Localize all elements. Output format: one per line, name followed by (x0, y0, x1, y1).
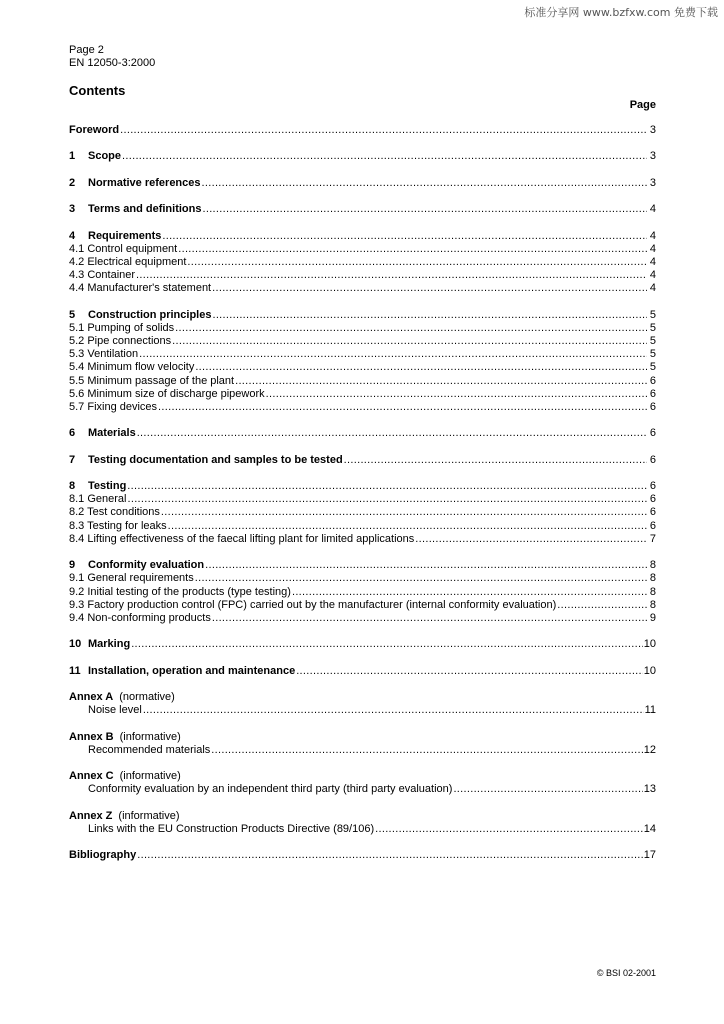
toc-entry-number: 7 (69, 453, 76, 466)
toc-entry-page: 5 (649, 348, 656, 361)
annex-entry-label: Recommended materials (88, 743, 211, 756)
toc-entry-label: Foreword (69, 124, 120, 136)
annex-title: Annex C (69, 770, 114, 783)
toc-entry-number: 6 (69, 427, 76, 440)
toc-entry-number: 10 (69, 638, 82, 651)
toc-entry-label: 9.2 Initial testing of the products (type testing) (69, 585, 291, 598)
dot-leader (195, 572, 647, 585)
toc-entry-label: 4.1 Control equipment (69, 242, 178, 255)
toc-entry[interactable] (69, 309, 656, 322)
toc-entry-page: 5 (649, 321, 656, 334)
toc-entry-number: 8 (69, 480, 76, 493)
toc-entry-label: 8.2 Test conditions (69, 506, 160, 519)
toc-entry-label: 5.4 Minimum flow velocity (69, 361, 195, 374)
toc-entry-number: 2 (69, 176, 76, 189)
toc-entry-page: 4 (649, 203, 656, 216)
toc-entry-label: 5.7 Fixing devices (69, 400, 158, 413)
dot-leader (178, 243, 647, 256)
copyright-footer: © BSI 02-2001 (596, 968, 656, 978)
toc-entry[interactable] (69, 203, 656, 216)
dot-leader (557, 599, 647, 612)
toc-entry-label: Conformity evaluation (88, 559, 205, 572)
toc-entry[interactable] (69, 243, 656, 256)
toc-entry-label: Testing (88, 480, 127, 493)
toc-entry[interactable] (69, 599, 656, 612)
toc-entry-label: Requirements (88, 229, 162, 242)
toc-entry-page: 6 (649, 519, 656, 532)
dot-leader (292, 586, 647, 599)
annex-entry[interactable] (69, 704, 656, 717)
toc-entry-page: 5 (649, 335, 656, 347)
toc-entry[interactable] (69, 361, 656, 374)
dot-leader (172, 335, 647, 348)
toc-entry-number: 5 (69, 308, 76, 321)
toc-entry[interactable] (69, 493, 656, 506)
dot-leader (136, 269, 647, 282)
toc-entry[interactable] (69, 269, 656, 282)
dot-leader (266, 388, 647, 401)
toc-entry-page: 6 (649, 400, 656, 413)
toc-entry-page: 8 (649, 572, 656, 585)
toc-entry-page: 4 (649, 282, 656, 295)
toc-entry-label: 5.5 Minimum passage of the plant (69, 374, 235, 387)
toc-entry-label: Scope (88, 150, 122, 163)
toc-entry-page: 6 (649, 506, 656, 519)
dot-leader (187, 256, 647, 269)
dot-leader (127, 480, 647, 493)
toc-entry-page: 7 (649, 532, 656, 545)
dot-leader (131, 638, 643, 651)
toc-entry-page: 4 (649, 269, 656, 282)
dot-leader (211, 744, 642, 757)
dot-leader (143, 704, 644, 717)
toc-entry-page: 9 (649, 611, 656, 624)
annex-entry-label: Conformity evaluation by an independent third party (third party evaluation) (88, 783, 453, 796)
toc-entry-page: 4 (649, 242, 656, 255)
dot-leader (175, 322, 647, 335)
dot-leader (212, 309, 647, 322)
toc-entry-label: Construction principles (88, 308, 212, 321)
dot-leader (296, 665, 643, 678)
toc-entry-label: Normative references (88, 176, 201, 189)
toc-entry-page: 8 (649, 585, 656, 598)
toc-entry-page: 6 (649, 480, 656, 493)
toc-entry[interactable] (69, 612, 656, 625)
toc-entry-label: Testing documentation and samples to be tested (88, 453, 343, 466)
annex-title: Annex B (69, 730, 114, 743)
dot-leader (202, 177, 647, 190)
toc-entry-label: Marking (88, 638, 131, 651)
dot-leader (212, 282, 647, 295)
toc-entry[interactable] (69, 559, 656, 572)
toc-entry[interactable] (69, 480, 656, 493)
annex-heading (69, 810, 656, 823)
toc-entry-label: 8.3 Testing for leaks (69, 519, 167, 532)
annex-type: (normative) (119, 691, 175, 704)
toc-entry[interactable] (69, 335, 656, 348)
toc-entry[interactable] (69, 638, 656, 651)
annex-entry[interactable] (69, 783, 656, 796)
toc-entry[interactable] (69, 282, 656, 295)
toc-entry[interactable] (69, 401, 656, 414)
toc-entry-page: 5 (649, 361, 656, 374)
dot-leader (158, 401, 647, 414)
dot-leader (202, 203, 647, 216)
watermark-text: 标准分享网 www.bzfxw.com 免费下载 (524, 6, 718, 19)
annex-entry-page: 13 (643, 783, 656, 796)
annex-entry-page: 11 (644, 704, 656, 717)
toc-entry-number: 11 (69, 664, 81, 677)
dot-leader (122, 150, 647, 163)
toc-entry[interactable] (69, 230, 656, 243)
toc-entry-label: 8.4 Lifting effectiveness of the faecal lifting plant for limited applications (69, 532, 415, 545)
bibliography-page: 17 (643, 849, 656, 862)
toc-entry-label: 9.4 Non-conforming products (69, 611, 211, 624)
toc-entry-label: 9.3 Factory production control (FPC) carried out by the manufacturer (internal conformity evaluation) (69, 598, 557, 611)
toc-entry[interactable] (69, 506, 656, 519)
dot-leader (137, 849, 643, 862)
dot-leader (453, 783, 642, 796)
toc-entry-label: 8.1 General (69, 493, 127, 506)
toc-entry-label: 5.3 Ventilation (69, 348, 139, 361)
toc-entry[interactable] (69, 665, 656, 678)
bibliography-entry[interactable] (69, 849, 656, 862)
toc-entry-label: 4.3 Container (69, 269, 136, 282)
toc-entry-page: 10 (643, 664, 656, 677)
toc-entry[interactable] (69, 348, 656, 361)
annex-title: Annex Z (69, 809, 113, 822)
dot-leader (120, 124, 647, 137)
toc-entry[interactable] (69, 375, 656, 388)
annex-type: (informative) (119, 770, 181, 783)
toc-entry-number: 1 (69, 150, 76, 163)
toc-entry-number: 4 (69, 229, 76, 242)
dot-leader (212, 612, 647, 625)
dot-leader (162, 230, 647, 243)
toc-entry[interactable] (69, 124, 656, 137)
toc-entry-page: 6 (649, 387, 656, 400)
annex-heading (69, 691, 656, 704)
dot-leader (161, 506, 647, 519)
annex-entry[interactable] (69, 744, 656, 757)
table-of-contents (69, 124, 656, 863)
dot-leader (127, 493, 647, 506)
annex-title: Annex A (69, 691, 114, 704)
toc-entry-label: 5.1 Pumping of solids (69, 321, 175, 334)
toc-entry[interactable] (69, 150, 656, 163)
dot-leader (195, 361, 647, 374)
toc-entry-page: 10 (643, 638, 656, 651)
toc-entry-page: 6 (649, 453, 656, 466)
toc-entry[interactable] (69, 256, 656, 269)
toc-entry-page: 8 (649, 559, 656, 572)
dot-leader (344, 454, 647, 467)
toc-entry-label: 9.1 General requirements (69, 572, 194, 585)
toc-entry-page: 3 (649, 176, 656, 189)
annex-heading (69, 770, 656, 783)
toc-entry-page: 5 (649, 308, 656, 321)
toc-entry-label: Installation, operation and maintenance (88, 664, 296, 677)
toc-entry[interactable] (69, 572, 656, 585)
dot-leader (235, 375, 647, 388)
annex-entry-label: Noise level (88, 704, 142, 717)
annex-entry[interactable] (69, 823, 656, 836)
contents-title: Contents (69, 83, 126, 98)
toc-entry-number: 9 (69, 559, 76, 572)
toc-entry[interactable] (69, 388, 656, 401)
toc-entry-page: 4 (649, 255, 656, 268)
toc-entry[interactable] (69, 427, 656, 440)
annex-entry-label: Links with the EU Construction Products Directive (89/106) (88, 822, 375, 835)
toc-entry-page: 6 (649, 427, 656, 440)
annex-heading (69, 731, 656, 744)
toc-entry-page: 4 (649, 229, 656, 242)
toc-entry[interactable] (69, 177, 656, 190)
toc-entry-label: 5.6 Minimum size of discharge pipework (69, 387, 265, 400)
toc-entry-label: Terms and definitions (88, 203, 202, 216)
toc-entry-label: 5.2 Pipe connections (69, 335, 172, 347)
toc-entry-page: 8 (649, 598, 656, 611)
bibliography-label: Bibliography (69, 849, 137, 862)
toc-entry[interactable] (69, 586, 656, 599)
annex-entry-page: 14 (643, 822, 656, 835)
annex-entry-page: 12 (643, 743, 656, 756)
page-number: Page 2 (69, 44, 104, 56)
toc-entry[interactable] (69, 520, 656, 533)
toc-entry-page: 3 (649, 150, 656, 163)
toc-entry[interactable] (69, 454, 656, 467)
annex-type: (informative) (119, 730, 181, 743)
page-column-label: Page (629, 99, 656, 111)
dot-leader (415, 533, 647, 546)
dot-leader (205, 559, 647, 572)
toc-entry-label: Materials (88, 427, 136, 440)
toc-entry[interactable] (69, 322, 656, 335)
toc-entry-label: 4.2 Electrical equipment (69, 255, 187, 268)
toc-entry-label: 4.4 Manufacturer's statement (69, 282, 212, 295)
toc-entry-number: 3 (69, 203, 76, 216)
annex-type: (informative) (118, 809, 180, 822)
standard-number: EN 12050-3:2000 (69, 57, 156, 69)
toc-entry[interactable] (69, 533, 656, 546)
toc-entry-page: 3 (649, 124, 656, 136)
toc-entry-page: 6 (649, 374, 656, 387)
toc-entry-page: 6 (649, 493, 656, 506)
dot-leader (168, 520, 647, 533)
page-header (69, 44, 155, 70)
dot-leader (137, 427, 647, 440)
dot-leader (139, 348, 647, 361)
dot-leader (375, 823, 643, 836)
